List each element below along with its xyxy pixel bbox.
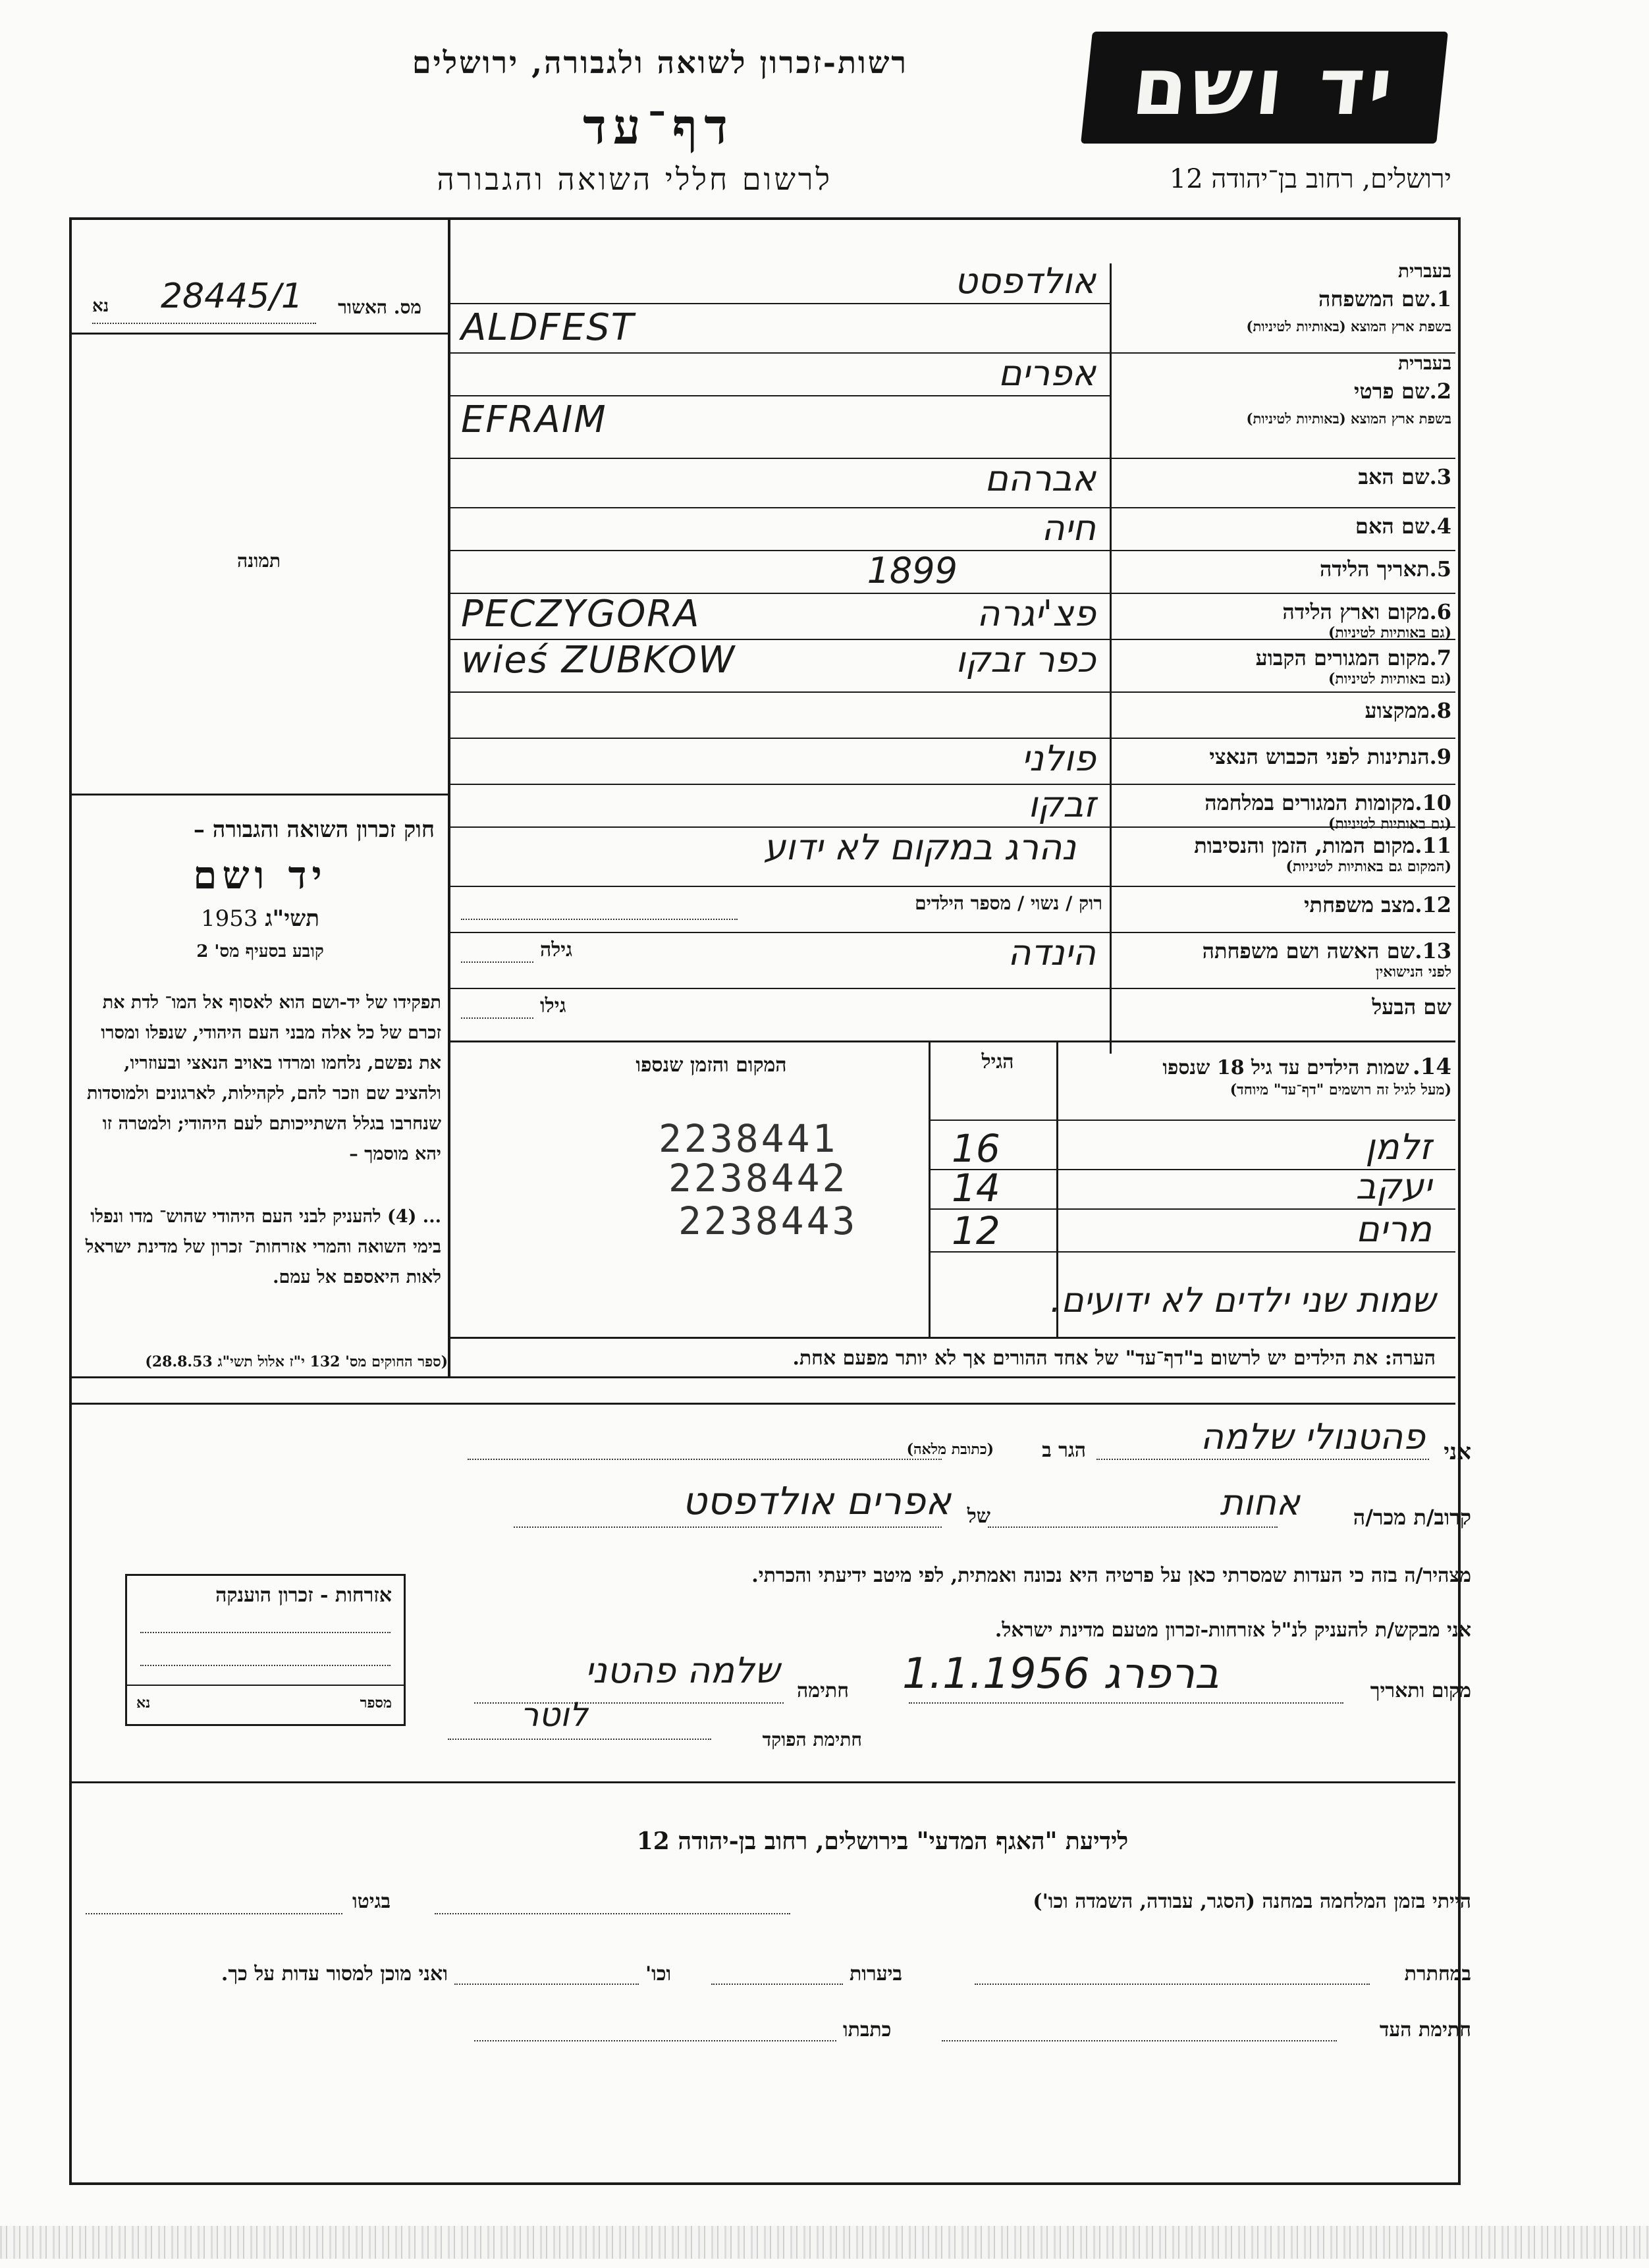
field-label-text-10: מקומות המגורים במלחמה [1204,790,1415,815]
field-sub-lat-1: בשפת ארץ המוצא (באותיות לטיניות) [1246,318,1451,335]
field-num-11: 11. [1415,833,1451,858]
field-value-4: חיה [1041,507,1096,549]
approval-number-field [92,277,435,323]
resides-label: הגר ב [1042,1439,1086,1462]
footer-forests: ביערות [850,1962,903,1985]
citizenship-request: אני מבקש/ת להעניק לנ"ל אזרחות-זכרון מטעם מדינת ישראל. [994,1619,1471,1642]
scan-noise-strip [0,2226,1649,2259]
field-label-10 [1119,790,1451,832]
children-note: שמות שני ילדים לא ידועים. [1050,1281,1436,1320]
field-value-latin-2: EFRAIM [461,398,607,441]
children-heading [1063,1054,1451,1098]
field-age-label-13: גילה [540,938,573,961]
child-record-code-2: 2238442 [668,1156,848,1201]
approval-no-label: מס. האשור [338,296,421,318]
field-label-13 [1119,938,1451,981]
children-num: 14. [1412,1054,1451,1080]
of-value: אפרים אולדפסט [682,1478,951,1523]
field-label-2 [1119,379,1451,404]
field-label-text-8: ממקצוע [1365,698,1430,723]
footer-ghetto: בגיטו [352,1890,391,1913]
left-panel-divider [448,217,450,1376]
field-extra-12: רוק / נשוי / מספר הילדים [915,892,1102,914]
place-date-label: מקום ותאריך [1370,1679,1471,1702]
field-value-13: הינדה [1008,932,1096,973]
signature-value: שלמה פהטני [585,1650,780,1691]
field-label-14 [1119,994,1451,1019]
field-num-1: 1. [1429,286,1451,311]
statement: מצהיר/ה בזה כי העדות שמסרתי כאן על פרטיה היא נכונה ואמתית, לפי מיטב ידיעתי והכרתי. [751,1564,1471,1587]
law-clause: קובע בסעיף מס' 2 [196,942,324,961]
law-name: יד ושם [193,853,327,898]
clerk-label: חתימת הפוקד [762,1729,862,1750]
child-record-code-3: 2238443 [678,1199,858,1243]
field-label-text-6: מקום וארץ הלידה [1282,599,1430,624]
law-year [86,905,435,932]
photo-label: תמונה [237,550,281,572]
field-num-4: 4. [1429,514,1451,539]
field-num-6: 6. [1429,599,1451,624]
declarant-name: פהטנולי שלמה [1200,1416,1425,1457]
field-label-8 [1119,698,1451,723]
field-label-text-14: שם הבעל [1372,994,1451,1019]
field-value-7: כפר זבקו [956,639,1096,680]
field-label-1 [1119,286,1451,311]
child-name-3: מרים [1355,1208,1432,1250]
remark: הערה: את הילדים יש לרשום ב"דף־עד" של אחד ההורים אך לא יותר מפעם אחת. [792,1347,1436,1370]
field-num-12: 12. [1415,892,1451,917]
law-reference: (ספר החוקים מס' 132 י"ז אלול תשי"ג 28.8.53) [145,1353,448,1370]
field-value-3: אברהם [985,458,1096,499]
citizenship-number-suffix: נא [136,1694,151,1712]
field-value-latin-6: PECZYGORA [461,593,701,635]
place-date-value: ברפרג 1.1.1956 [902,1650,1219,1698]
field-label-11 [1119,833,1451,875]
citizenship-box [125,1574,406,1726]
child-age-1: 16 [952,1126,1000,1171]
field-value-5: 1899 [867,550,958,591]
field-sub-lat-2: בשפת ארץ המוצא (באותיות לטיניות) [1246,410,1451,427]
full-address-hint: (כתובת מלאה) [906,1441,994,1458]
field-label-text-11: מקום המות, הזמן והנסיבות [1194,833,1415,858]
field-value-2: אפרים [998,352,1096,394]
field-label-4 [1119,514,1451,539]
field-sub-heb-1: בעברית [1397,260,1451,282]
signature-label: חתימה [797,1679,849,1702]
field-label-text-9: הנתינות לפני הכבוש הנאצי [1209,744,1430,769]
footer-underground: במחתרת [1404,1962,1471,1985]
footer-willing: ואני מוכן למסור עדות על כך. [221,1962,448,1985]
field-sub-7: (גם באותיות לטיניות) [1328,670,1451,688]
child-age-2: 14 [952,1166,1000,1210]
field-label-text-4: שם האם [1355,514,1430,539]
witness-signature-label: חתימת העד [1379,2018,1471,2041]
field-value-9: פולני [1021,738,1096,779]
field-label-3 [1119,464,1451,489]
field-sub-6: (גם באותיות לטיניות) [1328,624,1451,641]
citizenship-number-label: מספר [360,1694,392,1712]
footer-etc: וכו' [645,1962,672,1985]
header-address: ירושלים, רחוב בן־יהודה 12 [1169,164,1451,194]
field-num-8: 8. [1429,698,1451,723]
field-sub-10: (גם באותיות לטיניות) [1328,815,1451,832]
field-num-3: 3. [1429,464,1451,489]
field-num-9: 9. [1429,744,1451,769]
field-label-text-7: מקום המגורים הקבוע [1255,645,1430,670]
form-subtitle: לרשום חללי השואה והגבורה [437,161,832,197]
citizenship-box-title: אזרחות - זכרון הוענקה [215,1584,392,1607]
field-sub-11: (המקום גם באותיות לטיניות) [1285,858,1451,875]
children-label: שמות הילדים עד גיל 18 שנספו [1162,1056,1409,1079]
field-value-6: פצ'יגרה [977,593,1096,634]
child-record-code-1: 2238441 [659,1116,838,1161]
field-sub-13: לפני הנישואין [1375,963,1451,981]
field-sub-heb-2: בעברית [1397,352,1451,374]
field-age-label-14: גילו [540,994,566,1017]
field-label-text-1: שם המשפחה [1318,286,1430,311]
field-label-7 [1119,645,1451,688]
logo-text: יד ושם [1128,41,1401,133]
relative-label: קרוב/ת מכר/ה [1353,1505,1471,1530]
field-label-text-3: שם האב [1358,464,1430,489]
law-text-1: תפקידו של יד-ושם הוא לאסוף אל המו־ לדת את זכרם של כל אלה מבני העם היהודי, שנפלו ומסרו את נפשם, נלחמו ומרדו באויב הנאצי ובעוזריו, ולהציב שם וזכר להם, לקהילות, לארגונים ולמוסדות שנחרבו בגלל השתייכותם לעם היהודי; ולמטרה זו יהא מוסמך – [87,992,441,1164]
footer-line1: הייתי בזמן המלחמה במחנה (הסגר, עבודה, השמדה וכו') [1033,1890,1471,1913]
children-sub: (מעל לגיל זה רושמים "דף־עד" מיוחד) [1230,1081,1451,1098]
address-label: כתבתו [843,2018,892,2041]
child-age-3: 12 [952,1208,1000,1253]
footer-heading: לידיעת "האגף המדעי" בירושלים, רחוב בן-יהודה 12 [636,1827,1129,1855]
field-value-latin-7: wieś ZUBKOW [461,639,736,682]
field-num-5: 5. [1429,556,1451,581]
relative-value: אחות [1220,1482,1300,1523]
field-num-7: 7. [1429,645,1451,670]
field-label-9 [1119,744,1451,769]
field-label-5 [1119,556,1451,581]
form-title: דף־עד [583,99,734,155]
field-value-11: נהרג במקום לא ידוע [763,826,1076,868]
law-year-greg: 1953 [200,905,258,932]
col-place-header: המקום והזמן שנספו [635,1054,787,1077]
law-text-2: ... (4) להעניק לבני העם היהודי שהוש־ מדו ונפלו בימי השואה והמרי אזרחות־ זכרון של מדינת ישראל לאות היאספם אל עמם. [85,1206,441,1287]
label-column-divider [1110,263,1112,1054]
child-name-1: זלמן [1365,1126,1432,1168]
clerk-signature: לוטר [520,1696,588,1734]
field-label-6 [1119,599,1451,641]
of-label: של [967,1505,990,1528]
law-title: חוק זכרון השואה והגבורה – [193,817,435,843]
child-name-2: יעקב [1355,1166,1432,1207]
field-label-text-5: תאריך הלידה [1320,556,1430,581]
field-num-10: 10. [1415,790,1451,815]
approval-no-value: 28445/1 [160,277,303,316]
field-value-latin-1: ALDFEST [461,306,635,349]
field-label-text-13: שם האשה ושם משפחתה [1202,938,1415,963]
i-label: אני [1444,1439,1471,1465]
col-age-header: הגיל [981,1050,1014,1073]
field-num-13: 13. [1415,938,1451,963]
field-value-10: זבקו [1028,784,1096,825]
field-label-12 [1119,892,1451,917]
field-value-1: אולדפסט [954,260,1096,302]
law-year-heb: תשי"ג [265,905,319,932]
field-label-text-2: שם פרטי [1353,379,1430,404]
approval-no-suffix: נא [92,296,109,316]
field-label-text-12: מצב משפחתי [1304,892,1415,917]
authority-heading: רשות-זכרון לשואה ולגבורה, ירושלים [412,45,908,80]
yad-vashem-logo [1081,32,1448,144]
field-num-2: 2. [1429,379,1451,404]
